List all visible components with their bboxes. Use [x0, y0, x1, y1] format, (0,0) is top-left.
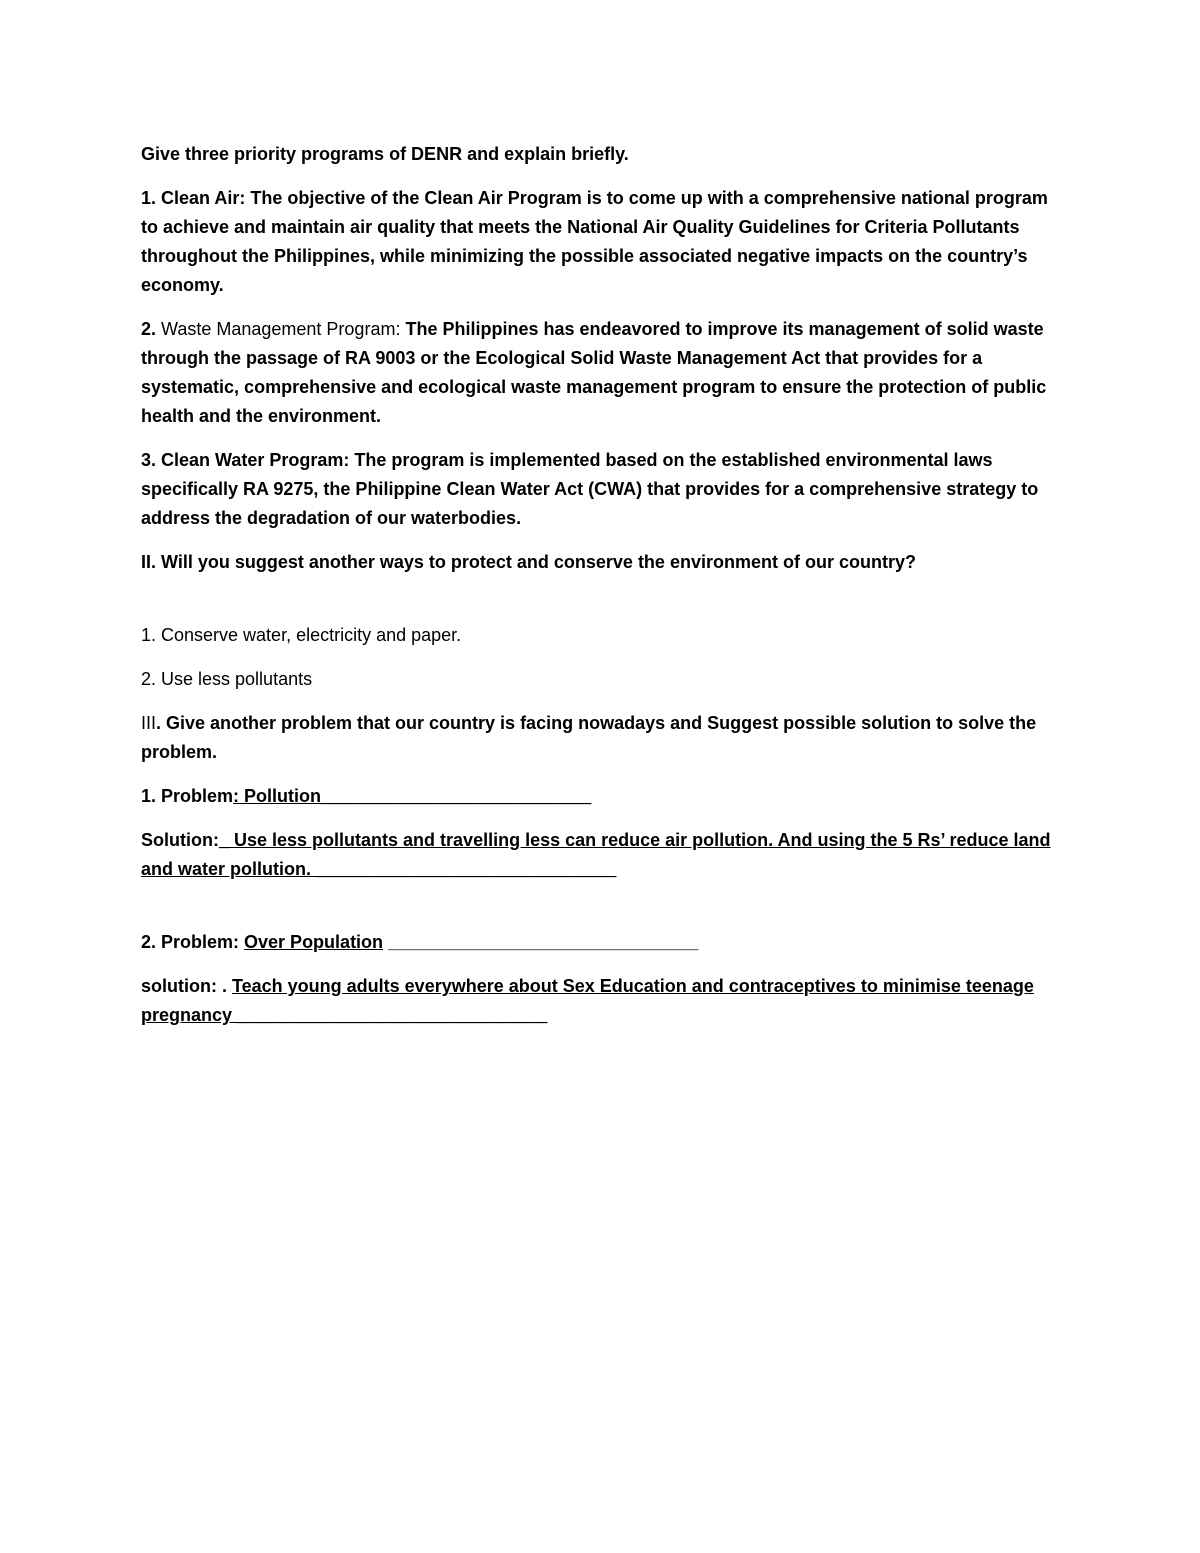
problem-label: 1. Problem	[141, 786, 234, 806]
roman-numeral: III	[141, 713, 157, 733]
program-description: The objective of the Clean Air Program is to come up with a comprehensive national program to achieve and maintain air quality that meets the National Air Quality Guidelines for Criteria Pollutants throughout the Philippines, while minimizing the possible associated negative impacts on the country’s economy.	[141, 188, 1048, 295]
problem-label: 2. Problem:	[141, 932, 245, 952]
program-number: 2.	[141, 319, 162, 339]
program-label: Waste Management Program:	[161, 319, 401, 339]
document-body	[141, 140, 1066, 1045]
program-description: The Philippines has endeavored to improve its management of solid waste through the passage of RA 9003 or the Ecological Solid Waste Management Act that provides for a systematic, comprehensive and ecological waste management program to ensure the protection of public health and the environment.	[141, 319, 1047, 426]
solution-answer: Teach young adults everywhere about Sex Education and contraceptives to minimise teenage pregnancy _______________________________	[141, 976, 1034, 1025]
problem-blank: _______________________________	[383, 932, 699, 952]
question-1-title: Give three priority programs of DENR and explain briefly.	[141, 144, 629, 164]
problem-2	[141, 928, 1066, 957]
program-item-clean-air	[141, 184, 1066, 300]
program-item-waste-management	[141, 315, 1066, 431]
program-item-clean-water	[141, 446, 1066, 533]
solution-label: Solution:	[141, 830, 219, 850]
solution-answer: _ Use less pollutants and travelling less can reduce air pollution. And using the 5 Rs’ reduce land and water pollution. ______________________________	[141, 830, 1051, 879]
solution-label: solution: .	[141, 976, 232, 996]
problem-answer: Over Population	[244, 932, 384, 952]
question-text: . Give another problem that our country is facing nowadays and Suggest possible solution to solve the problem.	[141, 713, 1037, 762]
answer-item: 2. Use less pollutants	[141, 669, 313, 689]
program-description: The program is implemented based on the established environmental laws specifically RA 9275, the Philippine Clean Water Act (CWA) that provides for a comprehensive strategy to address the degradation of our waterbodies.	[141, 450, 1039, 528]
answer-item: 1. Conserve water, electricity and paper.	[141, 625, 462, 645]
program-label: 3. Clean Water Program:	[141, 450, 350, 470]
spacer	[141, 899, 1066, 928]
solution-1	[141, 826, 1066, 884]
question-2-title: II. Will you suggest another ways to protect and conserve the environment of our country?	[141, 552, 916, 572]
problem-answer: : Pollution___________________________	[233, 786, 592, 806]
problem-1	[141, 782, 1066, 811]
spacer	[141, 592, 1066, 621]
solution-2	[141, 972, 1066, 1030]
question-3-title	[141, 709, 1066, 767]
program-label: 1. Clean Air:	[141, 188, 246, 208]
